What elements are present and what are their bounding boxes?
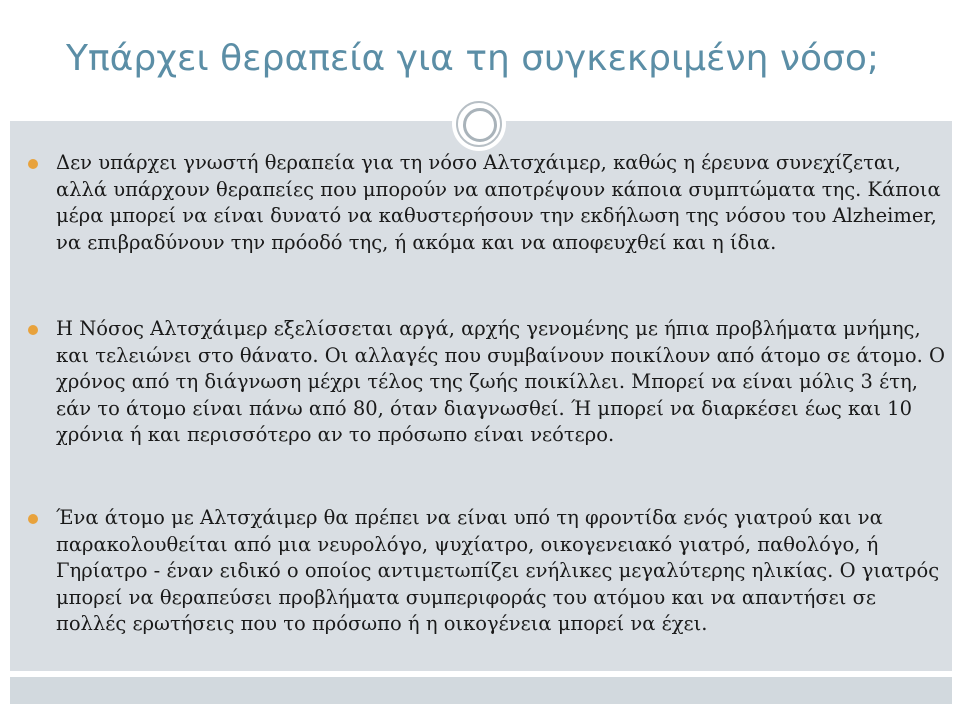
slide-title: Υπάρχει θεραπεία για τη συγκεκριμένη νόσο; [66, 38, 879, 79]
bottom-bar-accent [10, 677, 952, 704]
bullet-icon [28, 325, 38, 335]
bullet-text-3: Ένα άτομο με Αλτσχάιμερ θα πρέπει να είναι υπό τη φροντίδα ενός γιατρού και να παρακολουθείται από μια νευρολόγο, ψυχίατρο, οικογενειακό γιατρό, παθολόγο, ή Γηρίατρο - έναν ειδικό ο οποίος αντιμετωπίζει ενήλικες μεγαλύτερης ηλικίας. Ο γιατρός μπορεί να θεραπεύσει προβλήματα συμπεριφοράς του ατόμου και να απαντήσει σε πολλές ερωτήσεις που το πρόσωπο ή η οικογένεια μπορεί να έχει. [56, 506, 940, 635]
bullet-text-2: Η Νόσος Αλτσχάιμερ εξελίσσεται αργά, αρχής γενομένης με ήπια προβλήματα μνήμης, και τελειώνει στο θάνατο. Οι αλλαγές που συμβαίνουν ποικίλουν από άτομο σε άτομο. Ο χρόνος από τη διάγνωση μέχρι τέλος της ζωής ποικίλλει. Μπορεί να είναι μόλις 3 έτη, εάν το άτομο είναι πάνω από 80, όταν διαγνωσθεί. Ή μπορεί να διαρκέσει έως και 10 χρόνια ή και περισσότερο αν το πρόσωπο είναι νεότερο. [56, 317, 945, 446]
bullet-icon [28, 514, 38, 524]
ornament-inner-ring-icon [463, 108, 497, 142]
bullet-icon [28, 159, 38, 169]
bullet-text-1: Δεν υπάρχει γνωστή θεραπεία για τη νόσο Αλτσχάιμερ, καθώς η έρευνα συνεχίζεται, αλλά υπάρχουν θεραπείες που μπορούν να αποτρέψουν κάποια συμπτώματα της. Κάποια μέρα μπορεί να είναι δυνατό να καθυστερήσουν την εκδήλωση της νόσου του Alzheimer, να επιβραδύνουν την πρόοδό της, ή ακόμα και να αποφευχθεί και η ίδια. [56, 151, 941, 254]
